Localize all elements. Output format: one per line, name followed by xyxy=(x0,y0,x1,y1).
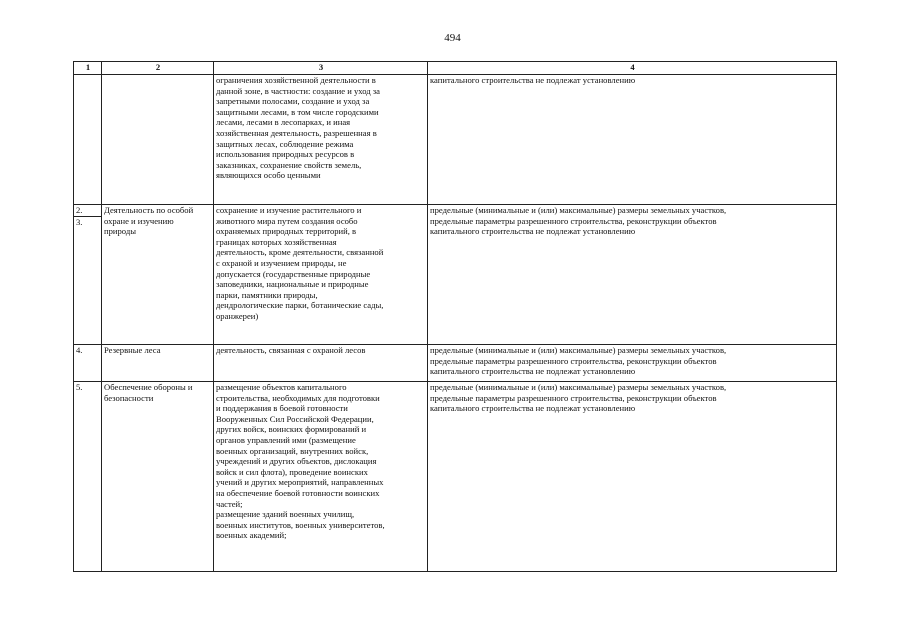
row-activity-cell: ограничения хозяйственной деятельности в данной зоне, в частности: создание и уход за запретными полосами, создание и уход за защитными лесами, в том числе городскими лесами, лесами в лесопарках, и иная хозяйственная деятельность, разрешенная в защитных лесах, соблюдение режима использования природных ресурсов в заказниках, сохранение свойств земель, являющихся особо ценными xyxy=(214,75,428,205)
land-use-table xyxy=(73,61,837,572)
table-row xyxy=(74,205,837,345)
table-row xyxy=(74,345,837,382)
row-number-3: 3. xyxy=(74,216,101,228)
row-number-cell: 5. xyxy=(74,382,102,572)
row-number-2: 2. xyxy=(76,205,83,215)
row-name-cell: Резервные леса xyxy=(102,345,214,382)
row-params-cell: предельные (минимальные и (или) максимальные) размеры земельных участков, предельные параметры разрешенного строительства, реконструкции объектов капитального строительства не подлежат установлению xyxy=(428,345,837,382)
row-number-cell: 4. xyxy=(74,345,102,382)
row-params-cell: предельные (минимальные и (или) максимальные) размеры земельных участков, предельные параметры разрешенного строительства, реконструкции объектов капитального строительства не подлежат установлению xyxy=(428,205,837,345)
row-params-cell: капитального строительства не подлежат установлению xyxy=(428,75,837,205)
row-name-cell xyxy=(102,75,214,205)
column-header-1: 1 xyxy=(74,62,102,75)
table-header-row xyxy=(74,62,837,75)
row-name-cell: Обеспечение обороны и безопасности xyxy=(102,382,214,572)
table-row xyxy=(74,75,837,205)
row-activity-cell: сохранение и изучение растительного и животного мира путем создания особо охраняемых природных территорий, в границах которых хозяйственная деятельность, кроме деятельности, связанной с охраной и изучением природы, не допускается (государственные природные заповедники, национальные и природные парки, памятники природы, дендрологические парки, ботанические сады, оранжереи) xyxy=(214,205,428,345)
page-number: 494 xyxy=(444,32,461,44)
row-params-cell: предельные (минимальные и (или) максимальные) размеры земельных участков, предельные параметры разрешенного строительства, реконструкции объектов капитального строительства не подлежат установлению xyxy=(428,382,837,572)
row-activity-cell: деятельность, связанная с охраной лесов xyxy=(214,345,428,382)
row-activity-cell: размещение объектов капитального строительства, необходимых для подготовки и поддержания в боевой готовности Вооруженных Сил Российской Федерации, других войск, воинских формирований и органов управлений ими (размещение военных организаций, внутренних войск, учреждений и других объектов, дислокация войск и сил флота), проведение воинских учений и других мероприятий, направленных на обеспечение боевой готовности воинских частей; размещение зданий военных училищ, военных институтов, военных университетов, военных академий; xyxy=(214,382,428,572)
column-header-4: 4 xyxy=(428,62,837,75)
column-header-2: 2 xyxy=(102,62,214,75)
table-row xyxy=(74,382,837,572)
row-number-cell xyxy=(74,75,102,205)
row-number-cell xyxy=(74,205,102,345)
row-name-cell: Деятельность по особой охране и изучению природы xyxy=(102,205,214,345)
column-header-3: 3 xyxy=(214,62,428,75)
